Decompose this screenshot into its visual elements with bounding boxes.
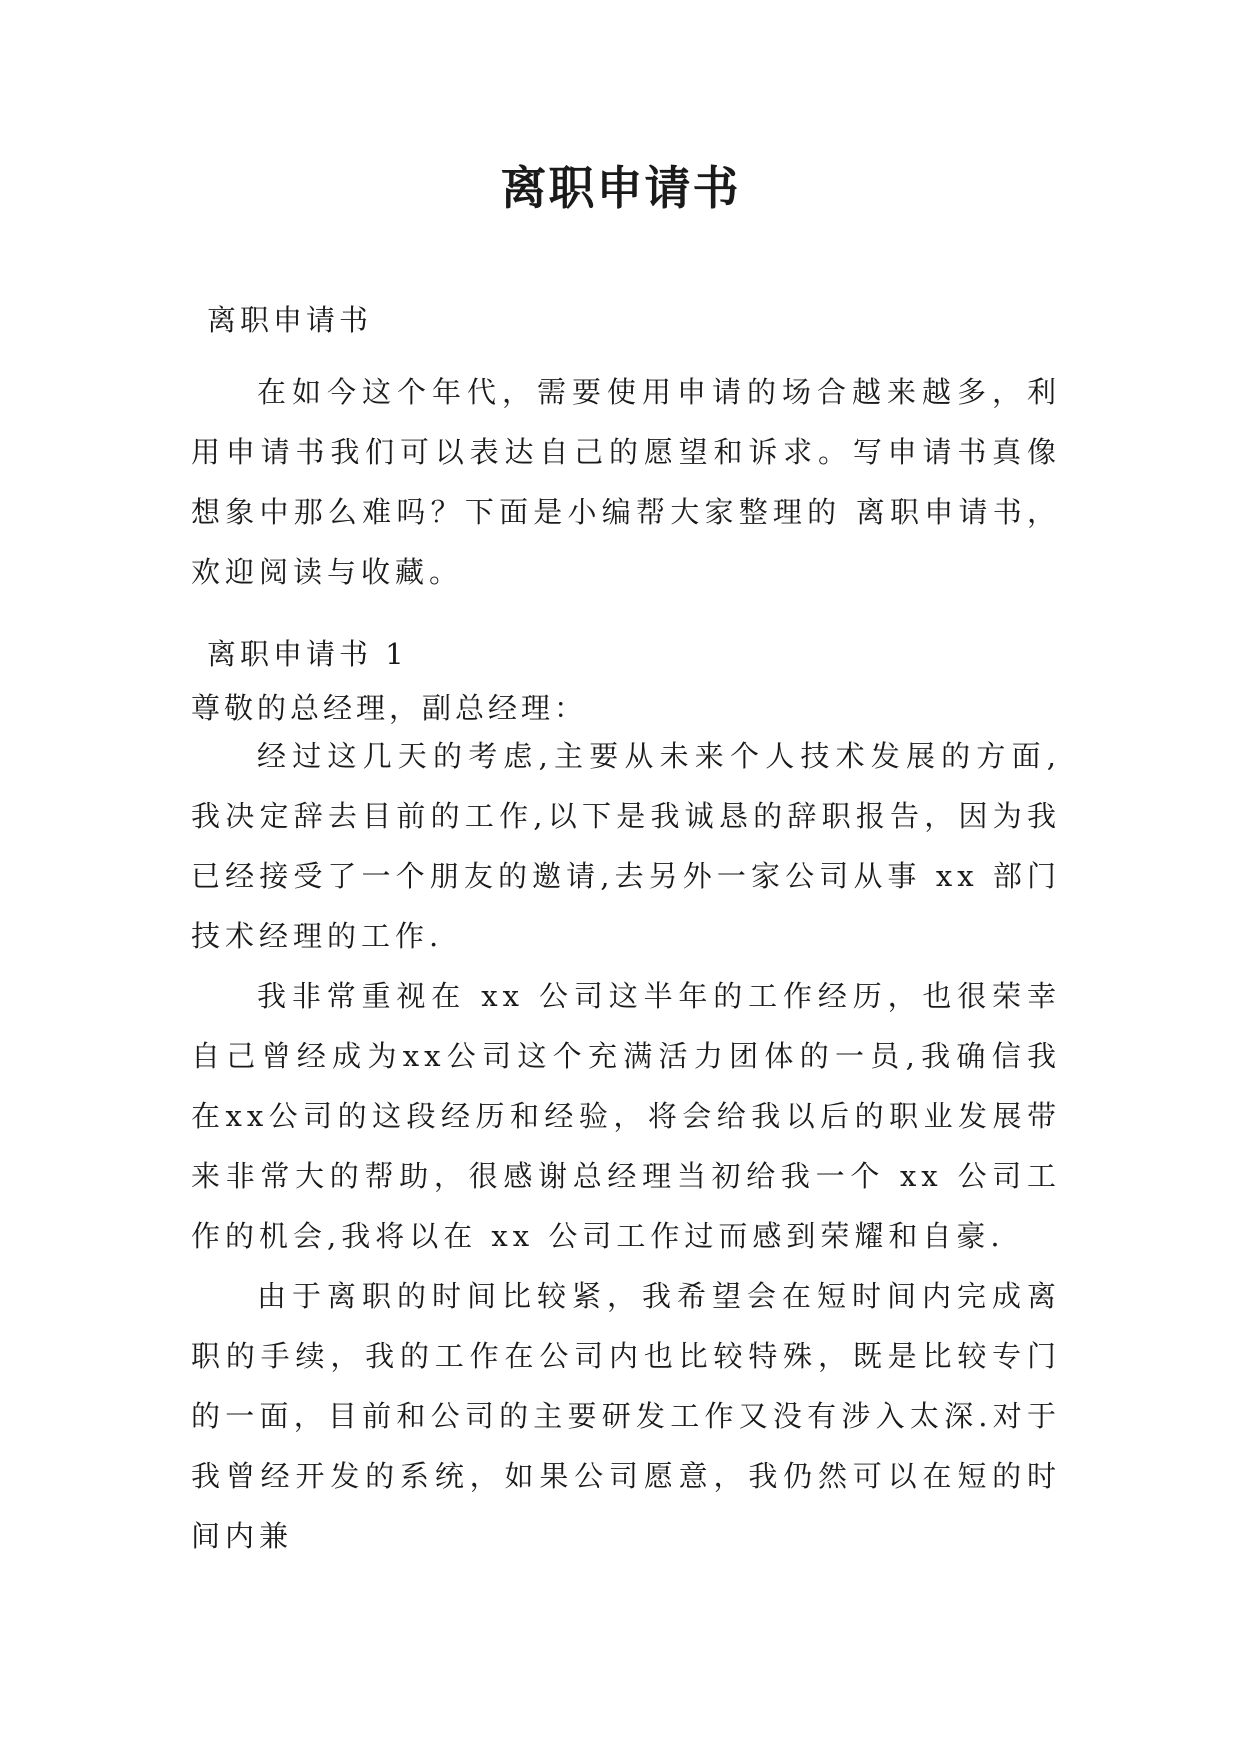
section-heading: 离职申请书 1	[207, 637, 408, 671]
body-paragraph: 经过这几天的考虑,主要从未来个人技术发展的方面,我决定辞去目前的工作,以下是我诚恳的辞职报告，因为我已经接受了一个朋友的邀请,去另外一家公司从事 xx 部门技术经理的工作.	[191, 739, 1061, 953]
document-subtitle: 离职申请书	[207, 303, 373, 337]
body-paragraph: 我非常重视在 xx 公司这半年的工作经历，也很荣幸自己曾经成为xx公司这个充满活力团体的一员,我确信我在xx公司的这段经历和经验，将会给我以后的职业发展带来非常大的帮助，很感谢总经理当初给我一个 xx 公司工作的机会,我将以在 xx 公司工作过而感到荣耀和自豪.	[191, 979, 1061, 1253]
salutation: 尊敬的总经理，副总经理：	[191, 691, 588, 725]
document-title: 离职申请书	[500, 161, 741, 215]
body-paragraph: 由于离职的时间比较紧，我希望会在短时间内完成离职的手续，我的工作在公司内也比较特殊，既是比较专门的一面，目前和公司的主要研发工作又没有涉入太深.对于我曾经开发的系统，如果公司愿意，我仍然可以在短的时间内兼	[191, 1279, 1061, 1553]
intro-paragraph: 在如今这个年代，需要使用申请的场合越来越多，利用申请书我们可以表达自己的愿望和诉求。写申请书真像想象中那么难吗？下面是小编帮大家整理的 离职申请书，欢迎阅读与收藏。	[191, 375, 1061, 589]
